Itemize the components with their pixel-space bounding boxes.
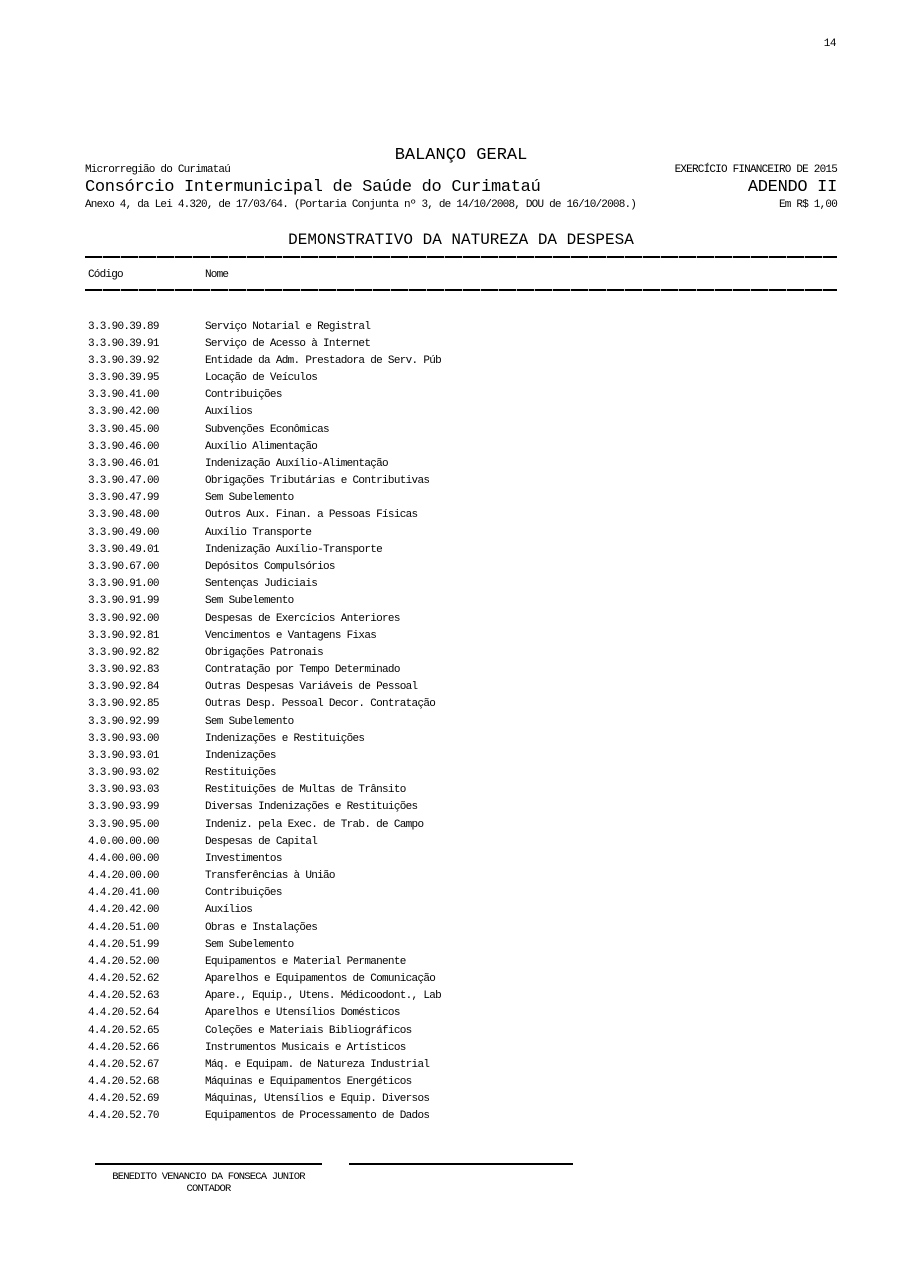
- table-row: [88, 610, 837, 627]
- table-row: [88, 627, 837, 644]
- signer-role: CONTADOR: [186, 1183, 231, 1195]
- signature-line-right: [349, 1163, 573, 1165]
- table-row: [88, 661, 837, 678]
- row-name: Auxílios: [205, 904, 253, 917]
- row-name: Instrumentos Musicais e Artísticos: [205, 1041, 406, 1054]
- header-row-1: [85, 164, 837, 176]
- table-row: [88, 318, 837, 335]
- row-name: Sentenças Judiciais: [205, 578, 318, 591]
- row-code: 3.3.90.39.95: [88, 372, 159, 385]
- row-code: 3.3.90.47.99: [88, 492, 159, 505]
- row-name: Despesas de Capital: [205, 835, 318, 848]
- row-code: 3.3.90.46.00: [88, 440, 159, 453]
- row-name: Despesas de Exercícios Anteriores: [205, 612, 400, 625]
- divider-bottom: [85, 289, 837, 291]
- row-code: 4.4.20.52.68: [88, 1076, 159, 1089]
- row-name: Contratação por Tempo Determinado: [205, 664, 400, 677]
- table-row: [88, 1039, 837, 1056]
- org-name: Consórcio Intermunicipal de Saúde do Curimataú: [85, 178, 541, 197]
- legal-note: Anexo 4, da Lei 4.320, de 17/03/64. (Portaria Conjunta nº 3, de 14/10/2008, DOU de 16/10/2008.): [85, 199, 637, 211]
- row-code: 3.3.90.48.00: [88, 509, 159, 522]
- row-code: 4.4.20.52.00: [88, 955, 159, 968]
- header-row-2: [85, 178, 837, 197]
- row-name: Máq. e Equipam. de Natureza Industrial: [205, 1058, 430, 1071]
- row-code: 3.3.90.45.00: [88, 423, 159, 436]
- divider-top: [85, 256, 837, 258]
- row-name: Sem Subelemento: [205, 715, 294, 728]
- row-name: Obras e Instalações: [205, 921, 318, 934]
- table-row: [88, 730, 837, 747]
- row-code: 4.4.20.41.00: [88, 887, 159, 900]
- row-code: 3.3.90.93.99: [88, 801, 159, 814]
- report-subtitle: DEMONSTRATIVO DA NATUREZA DA DESPESA: [288, 231, 634, 249]
- table-row: [88, 352, 837, 369]
- table-row: [88, 936, 837, 953]
- row-code: 3.3.90.91.99: [88, 595, 159, 608]
- row-code: 4.4.20.52.67: [88, 1058, 159, 1071]
- row-name: Indeniz. pela Exec. de Trab. de Campo: [205, 818, 424, 831]
- row-name: Depósitos Compulsórios: [205, 560, 335, 573]
- table-row: [88, 593, 837, 610]
- row-name: Transferências à União: [205, 870, 335, 883]
- row-name: Sem Subelemento: [205, 938, 294, 951]
- fiscal-year: EXERCÍCIO FINANCEIRO DE 2015: [674, 164, 837, 176]
- row-name: Diversas Indenizações e Restituições: [205, 801, 418, 814]
- table-row: [88, 387, 837, 404]
- row-name: Restituições: [205, 767, 276, 780]
- row-code: 3.3.90.42.00: [88, 406, 159, 419]
- table-row: [88, 473, 837, 490]
- table-row: [88, 1022, 837, 1039]
- row-code: 3.3.90.39.89: [88, 320, 159, 333]
- table-row: [88, 558, 837, 575]
- table-row: [88, 507, 837, 524]
- row-name: Indenizações: [205, 749, 276, 762]
- table-row: [88, 764, 837, 781]
- row-name: Auxílio Alimentação: [205, 440, 318, 453]
- table-row: [88, 971, 837, 988]
- row-name: Indenização Auxílio-Alimentação: [205, 457, 388, 470]
- table-row: [88, 421, 837, 438]
- table-row: [88, 370, 837, 387]
- row-code: 3.3.90.93.02: [88, 767, 159, 780]
- signature-line-left: [95, 1163, 322, 1165]
- row-name: Outras Despesas Variáveis de Pessoal: [205, 681, 418, 694]
- row-name: Sem Subelemento: [205, 595, 294, 608]
- row-name: Locação de Veículos: [205, 372, 318, 385]
- signature-right: [349, 1163, 573, 1195]
- table-body: [88, 318, 837, 1125]
- signer-name: BENEDITO VENANCIO DA FONSECA JUNIOR: [112, 1171, 305, 1183]
- row-name: Outras Desp. Pessoal Decor. Contratação: [205, 698, 436, 711]
- table-row: [88, 782, 837, 799]
- row-name: Outros Aux. Finan. a Pessoas Físicas: [205, 509, 418, 522]
- page-content: [85, 0, 837, 1274]
- table-row: [88, 833, 837, 850]
- row-name: Equipamentos e Material Permanente: [205, 955, 406, 968]
- table-row: [88, 455, 837, 472]
- row-code: 3.3.90.39.91: [88, 337, 159, 350]
- page-number: 14: [823, 38, 836, 50]
- row-code: 4.4.20.52.64: [88, 1007, 159, 1020]
- table-row: [88, 679, 837, 696]
- table-row: [88, 490, 837, 507]
- table-row: [88, 696, 837, 713]
- row-code: 3.3.90.93.01: [88, 749, 159, 762]
- table-row: [88, 713, 837, 730]
- table-row: [88, 335, 837, 352]
- row-name: Auxílios: [205, 406, 253, 419]
- row-code: 4.4.20.52.65: [88, 1024, 159, 1037]
- table-row: [88, 524, 837, 541]
- table-row: [88, 1091, 837, 1108]
- row-name: Coleções e Materiais Bibliográficos: [205, 1024, 412, 1037]
- row-name: Entidade da Adm. Prestadora de Serv. Púb: [205, 354, 442, 367]
- row-code: 3.3.90.92.81: [88, 629, 159, 642]
- table-row: [88, 644, 837, 661]
- row-name: Máquinas, Utensílios e Equip. Diversos: [205, 1093, 430, 1106]
- row-code: 4.4.20.51.99: [88, 938, 159, 951]
- row-code: 4.4.20.52.69: [88, 1093, 159, 1106]
- row-code: 3.3.90.41.00: [88, 389, 159, 402]
- row-code: 3.3.90.47.00: [88, 475, 159, 488]
- row-code: 4.4.20.52.70: [88, 1110, 159, 1123]
- table-row: [88, 885, 837, 902]
- row-name: Indenização Auxílio-Transporte: [205, 543, 383, 556]
- table-row: [88, 1108, 837, 1125]
- row-name: Serviço Notarial e Registral: [205, 320, 371, 333]
- row-name: Contribuições: [205, 389, 282, 402]
- row-code: 3.3.90.92.82: [88, 646, 159, 659]
- row-code: 3.3.90.92.99: [88, 715, 159, 728]
- row-name: Indenizações e Restituições: [205, 732, 365, 745]
- row-code: 3.3.90.67.00: [88, 560, 159, 573]
- signature-block: [95, 1163, 573, 1195]
- currency-note: Em R$ 1,00: [778, 199, 837, 211]
- table-row: [88, 747, 837, 764]
- row-name: Equipamentos de Processamento de Dados: [205, 1110, 430, 1123]
- row-code: 3.3.90.39.92: [88, 354, 159, 367]
- column-header-codigo: Código: [88, 269, 123, 281]
- row-name: Vencimentos e Vantagens Fixas: [205, 629, 377, 642]
- org-region: Microrregião do Curimataú: [85, 164, 231, 176]
- table-row: [88, 868, 837, 885]
- table-row: [88, 850, 837, 867]
- row-code: 4.4.20.52.63: [88, 990, 159, 1003]
- row-code: 3.3.90.95.00: [88, 818, 159, 831]
- row-name: Obrigações Tributárias e Contributivas: [205, 475, 430, 488]
- table-row: [88, 953, 837, 970]
- column-header-nome: Nome: [205, 269, 229, 281]
- row-code: 4.4.20.00.00: [88, 870, 159, 883]
- header-row-3: [85, 199, 837, 211]
- row-name: Subvenções Econômicas: [205, 423, 329, 436]
- row-name: Aparelhos e Utensílios Domésticos: [205, 1007, 400, 1020]
- row-name: Serviço de Acesso à Internet: [205, 337, 371, 350]
- row-code: 3.3.90.92.84: [88, 681, 159, 694]
- row-name: Contribuições: [205, 887, 282, 900]
- table-row: [88, 404, 837, 421]
- row-code: 3.3.90.93.00: [88, 732, 159, 745]
- signature-left: [95, 1163, 322, 1195]
- table-row: [88, 988, 837, 1005]
- table-row: [88, 1056, 837, 1073]
- row-code: 3.3.90.93.03: [88, 784, 159, 797]
- row-code: 4.4.20.51.00: [88, 921, 159, 934]
- table-row: [88, 919, 837, 936]
- row-code: 3.3.90.46.01: [88, 457, 159, 470]
- row-code: 4.4.00.00.00: [88, 852, 159, 865]
- table-row: [88, 438, 837, 455]
- row-code: 3.3.90.49.01: [88, 543, 159, 556]
- row-code: 3.3.90.92.83: [88, 664, 159, 677]
- table-row: [88, 541, 837, 558]
- row-code: 3.3.90.92.85: [88, 698, 159, 711]
- row-code: 4.0.00.00.00: [88, 835, 159, 848]
- row-code: 4.4.20.52.66: [88, 1041, 159, 1054]
- row-code: 3.3.90.91.00: [88, 578, 159, 591]
- table-column-headers: [85, 269, 837, 283]
- table-row: [88, 902, 837, 919]
- row-name: Sem Subelemento: [205, 492, 294, 505]
- table-row: [88, 1074, 837, 1091]
- row-code: 3.3.90.92.00: [88, 612, 159, 625]
- table-row: [88, 1005, 837, 1022]
- row-code: 4.4.20.52.62: [88, 973, 159, 986]
- row-code: 4.4.20.42.00: [88, 904, 159, 917]
- row-name: Restituições de Multas de Trânsito: [205, 784, 406, 797]
- row-name: Investimentos: [205, 852, 282, 865]
- table-row: [88, 576, 837, 593]
- row-name: Obrigações Patronais: [205, 646, 324, 659]
- table-row: [88, 799, 837, 816]
- addendum-label: ADENDO II: [747, 178, 837, 197]
- row-name: Aparelhos e Equipamentos de Comunicação: [205, 973, 436, 986]
- row-name: Máquinas e Equipamentos Energéticos: [205, 1076, 412, 1089]
- row-name: Auxílio Transporte: [205, 526, 312, 539]
- row-code: 3.3.90.49.00: [88, 526, 159, 539]
- report-main-title: BALANÇO GERAL: [394, 146, 528, 165]
- table-row: [88, 816, 837, 833]
- row-name: Apare., Equip., Utens. Médicoodont., Lab: [205, 990, 442, 1003]
